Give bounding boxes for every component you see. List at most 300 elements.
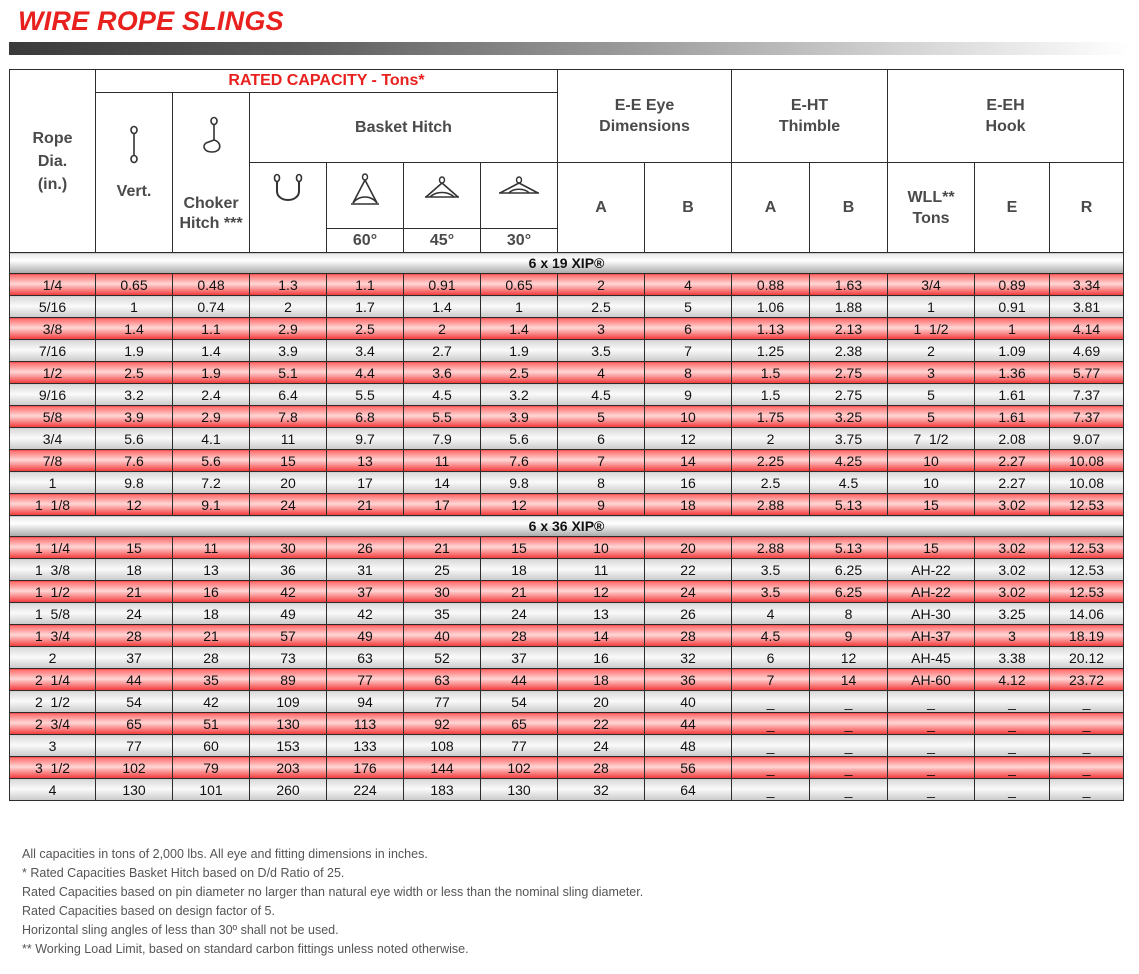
eht-thimble-header: E-HT Thimble: [732, 70, 888, 163]
table-cell: 2.5: [327, 318, 404, 340]
table-cell: 5.5: [327, 384, 404, 406]
table-cell: _: [732, 779, 810, 801]
table-row: [10, 581, 1124, 603]
table-cell: 2.38: [810, 340, 888, 362]
table-cell: 113: [327, 713, 404, 735]
table-cell: _: [975, 735, 1050, 757]
table-cell: 28: [645, 625, 732, 647]
table-cell: 77: [96, 735, 173, 757]
table-cell: 260: [250, 779, 327, 801]
table-cell: 1 5/8: [10, 603, 96, 625]
table-cell: 42: [250, 581, 327, 603]
table-cell: 9.8: [481, 472, 558, 494]
table-cell: 49: [250, 603, 327, 625]
table-cell: 2.5: [558, 296, 645, 318]
table-cell: 1.1: [327, 274, 404, 296]
table-cell: 18.19: [1050, 625, 1124, 647]
table-row: [10, 494, 1124, 516]
basket-45-icon-cell: [404, 163, 481, 229]
table-cell: _: [975, 691, 1050, 713]
table-cell: 9.1: [173, 494, 250, 516]
table-cell: 37: [96, 647, 173, 669]
table-cell: 10.08: [1050, 472, 1124, 494]
table-row: [10, 779, 1124, 801]
table-cell: _: [732, 757, 810, 779]
table-cell: 3/4: [888, 274, 975, 296]
note-line: * Rated Capacities Basket Hitch based on D/d Ratio of 25.: [22, 866, 345, 880]
table-cell: 17: [404, 494, 481, 516]
table-cell: 17: [327, 472, 404, 494]
table-cell: 1.4: [96, 318, 173, 340]
table-cell: 92: [404, 713, 481, 735]
table-cell: 11: [558, 559, 645, 581]
table-cell: 9.8: [96, 472, 173, 494]
table-cell: AH-60: [888, 669, 975, 691]
table-cell: 54: [481, 691, 558, 713]
table-cell: 37: [327, 581, 404, 603]
table-cell: 4.25: [810, 450, 888, 472]
table-cell: _: [810, 691, 888, 713]
table-cell: 77: [327, 669, 404, 691]
table-cell: 12.53: [1050, 581, 1124, 603]
choker-hitch-icon: [196, 116, 226, 156]
table-cell: 4.4: [327, 362, 404, 384]
table-cell: 14: [645, 450, 732, 472]
table-cell: 1.63: [810, 274, 888, 296]
table-cell: 10: [645, 406, 732, 428]
table-cell: 6: [558, 428, 645, 450]
table-row: [10, 713, 1124, 735]
table-cell: 6: [732, 647, 810, 669]
basket-30-icon-cell: [481, 163, 558, 229]
table-cell: 3.2: [96, 384, 173, 406]
table-cell: 36: [645, 669, 732, 691]
table-cell: 26: [327, 537, 404, 559]
table-cell: 12: [810, 647, 888, 669]
table-row: [10, 559, 1124, 581]
table-cell: 1.4: [481, 318, 558, 340]
table-cell: 28: [481, 625, 558, 647]
table-cell: 11: [173, 537, 250, 559]
table-cell: 2.08: [975, 428, 1050, 450]
table-row: [10, 537, 1124, 559]
table-cell: 1.7: [327, 296, 404, 318]
table-cell: 2 3/4: [10, 713, 96, 735]
eeh-r-header: R: [1050, 163, 1124, 253]
table-cell: _: [975, 779, 1050, 801]
section-header: 6 x 36 XIP®: [10, 516, 1124, 537]
table-cell: 7.8: [250, 406, 327, 428]
table-cell: 1.61: [975, 406, 1050, 428]
table-cell: 89: [250, 669, 327, 691]
table-cell: _: [1050, 779, 1124, 801]
table-cell: _: [888, 779, 975, 801]
table-cell: 5.6: [96, 428, 173, 450]
table-cell: 18: [96, 559, 173, 581]
table-cell: 51: [173, 713, 250, 735]
table-cell: 2.5: [481, 362, 558, 384]
table-cell: _: [1050, 691, 1124, 713]
table-cell: 28: [96, 625, 173, 647]
table-cell: 25: [404, 559, 481, 581]
table-cell: 3.38: [975, 647, 1050, 669]
table-cell: 4.5: [732, 625, 810, 647]
table-row: [10, 647, 1124, 669]
table-cell: 5.77: [1050, 362, 1124, 384]
rope-dia-header: Rope Dia. (in.): [10, 70, 96, 253]
table-cell: 44: [481, 669, 558, 691]
table-cell: 176: [327, 757, 404, 779]
table-cell: 7/8: [10, 450, 96, 472]
table-cell: 1.1: [173, 318, 250, 340]
table-cell: 32: [558, 779, 645, 801]
table-cell: 144: [404, 757, 481, 779]
table-cell: 20: [645, 537, 732, 559]
table-cell: 7 1/2: [888, 428, 975, 450]
ee-b-header: B: [645, 163, 732, 253]
table-cell: 4: [558, 362, 645, 384]
table-cell: 7: [732, 669, 810, 691]
table-cell: 9: [558, 494, 645, 516]
table-cell: 3.75: [810, 428, 888, 450]
table-cell: 2.88: [732, 494, 810, 516]
table-cell: 7/16: [10, 340, 96, 362]
table-cell: 3.02: [975, 581, 1050, 603]
ee-eye-dimensions-header: E-E Eye Dimensions: [558, 70, 732, 163]
table-cell: 8: [645, 362, 732, 384]
table-cell: 2: [888, 340, 975, 362]
table-cell: 2.13: [810, 318, 888, 340]
table-cell: 10: [888, 472, 975, 494]
table-cell: 63: [327, 647, 404, 669]
table-cell: 0.65: [96, 274, 173, 296]
table-cell: 42: [173, 691, 250, 713]
table-cell: 56: [645, 757, 732, 779]
table-cell: 30: [404, 581, 481, 603]
table-cell: 65: [481, 713, 558, 735]
table-row: [10, 625, 1124, 647]
table-cell: 13: [173, 559, 250, 581]
table-row: [10, 406, 1124, 428]
choker-hitch-header: Choker Hitch ***: [173, 93, 250, 253]
table-cell: 15: [250, 450, 327, 472]
table-cell: 2.9: [250, 318, 327, 340]
table-cell: 7.2: [173, 472, 250, 494]
table-cell: 5.1: [250, 362, 327, 384]
table-cell: 73: [250, 647, 327, 669]
table-cell: 0.48: [173, 274, 250, 296]
table-cell: 22: [558, 713, 645, 735]
table-row: [10, 450, 1124, 472]
table-cell: 3.2: [481, 384, 558, 406]
table-cell: 2: [558, 274, 645, 296]
table-cell: 1.61: [975, 384, 1050, 406]
table-cell: 102: [481, 757, 558, 779]
table-cell: _: [732, 713, 810, 735]
table-cell: 109: [250, 691, 327, 713]
table-cell: 18: [173, 603, 250, 625]
table-cell: 44: [645, 713, 732, 735]
table-cell: 3/8: [10, 318, 96, 340]
table-cell: 3: [888, 362, 975, 384]
table-row: [10, 340, 1124, 362]
table-cell: 14: [558, 625, 645, 647]
table-cell: 94: [327, 691, 404, 713]
table-cell: 16: [558, 647, 645, 669]
table-cell: 1: [10, 472, 96, 494]
table-cell: 13: [558, 603, 645, 625]
table-cell: 203: [250, 757, 327, 779]
table-cell: _: [888, 713, 975, 735]
wll-tons-header: WLL** Tons: [888, 163, 975, 253]
table-cell: 6.4: [250, 384, 327, 406]
table-cell: AH-45: [888, 647, 975, 669]
table-cell: 5: [645, 296, 732, 318]
page-title: WIRE ROPE SLINGS: [18, 6, 284, 36]
table-cell: 2.5: [96, 362, 173, 384]
table-cell: _: [810, 713, 888, 735]
table-cell: 4.12: [975, 669, 1050, 691]
table-cell: 2.7: [404, 340, 481, 362]
table-cell: 10.08: [1050, 450, 1124, 472]
table-cell: 24: [481, 603, 558, 625]
table-cell: 12: [481, 494, 558, 516]
table-cell: 5.6: [173, 450, 250, 472]
table-cell: 1: [975, 318, 1050, 340]
table-cell: 1.5: [732, 362, 810, 384]
table-cell: 133: [327, 735, 404, 757]
table-cell: _: [888, 691, 975, 713]
table-cell: 44: [96, 669, 173, 691]
table-cell: 18: [558, 669, 645, 691]
table-cell: 1.9: [173, 362, 250, 384]
angle-45-header: 45°: [404, 229, 481, 253]
basket-hitch-header: Basket Hitch: [250, 93, 558, 163]
table-cell: 8: [810, 603, 888, 625]
table-cell: 15: [481, 537, 558, 559]
table-cell: 21: [481, 581, 558, 603]
basket-30-icon: [497, 173, 541, 207]
table-cell: 24: [645, 581, 732, 603]
table-cell: 9.7: [327, 428, 404, 450]
table-row: [10, 735, 1124, 757]
table-cell: 14: [810, 669, 888, 691]
table-cell: 21: [173, 625, 250, 647]
table-cell: 11: [250, 428, 327, 450]
table-cell: 3.02: [975, 494, 1050, 516]
basket-60-icon: [345, 173, 385, 207]
table-cell: 5: [888, 384, 975, 406]
section-header: 6 x 19 XIP®: [10, 253, 1124, 274]
table-cell: 3.81: [1050, 296, 1124, 318]
table-cell: _: [888, 735, 975, 757]
table-cell: 3.9: [250, 340, 327, 362]
table-cell: 18: [481, 559, 558, 581]
table-cell: 28: [558, 757, 645, 779]
table-cell: 5.13: [810, 494, 888, 516]
table-cell: _: [1050, 735, 1124, 757]
table-cell: 26: [645, 603, 732, 625]
table-cell: 12.53: [1050, 494, 1124, 516]
table-cell: _: [1050, 713, 1124, 735]
table-cell: 1.9: [481, 340, 558, 362]
eeh-hook-header: E-EH Hook: [888, 70, 1124, 163]
table-cell: 7.6: [96, 450, 173, 472]
table-cell: 2.5: [732, 472, 810, 494]
table-cell: 15: [888, 494, 975, 516]
table-cell: 1.25: [732, 340, 810, 362]
note-line: Rated Capacities based on design factor of 5.: [22, 904, 275, 918]
table-cell: 1 3/4: [10, 625, 96, 647]
sling-capacity-table: [9, 69, 1124, 801]
table-cell: 21: [96, 581, 173, 603]
table-cell: 15: [888, 537, 975, 559]
table-cell: 3.34: [1050, 274, 1124, 296]
note-line: Rated Capacities based on pin diameter no larger than natural eye width or less than the nominal sling diameter.: [22, 885, 644, 899]
table-cell: 3.25: [975, 603, 1050, 625]
table-cell: 5: [888, 406, 975, 428]
table-cell: 79: [173, 757, 250, 779]
table-cell: 1/2: [10, 362, 96, 384]
table-cell: 3.4: [327, 340, 404, 362]
table-cell: 2.88: [732, 537, 810, 559]
table-cell: 22: [645, 559, 732, 581]
table-cell: 65: [96, 713, 173, 735]
table-cell: 37: [481, 647, 558, 669]
table-cell: _: [732, 691, 810, 713]
table-cell: 9.07: [1050, 428, 1124, 450]
table-cell: 3.5: [732, 559, 810, 581]
table-cell: 13: [327, 450, 404, 472]
table-cell: 0.91: [404, 274, 481, 296]
table-row: [10, 603, 1124, 625]
table-cell: 28: [173, 647, 250, 669]
table-row: [10, 428, 1124, 450]
table-cell: 4.1: [173, 428, 250, 450]
table-cell: 48: [645, 735, 732, 757]
table-cell: 5.6: [481, 428, 558, 450]
table-cell: 0.88: [732, 274, 810, 296]
table-cell: 5/8: [10, 406, 96, 428]
table-cell: 20: [250, 472, 327, 494]
table-cell: 0.74: [173, 296, 250, 318]
table-cell: 40: [404, 625, 481, 647]
table-cell: 3: [558, 318, 645, 340]
table-cell: 10: [558, 537, 645, 559]
table-cell: 9/16: [10, 384, 96, 406]
table-cell: 24: [558, 735, 645, 757]
table-cell: 23.72: [1050, 669, 1124, 691]
table-cell: 77: [481, 735, 558, 757]
table-cell: 3.25: [810, 406, 888, 428]
table-cell: 7.37: [1050, 406, 1124, 428]
table-cell: 3.5: [732, 581, 810, 603]
table-cell: 16: [173, 581, 250, 603]
table-cell: 6.25: [810, 581, 888, 603]
table-cell: 3.5: [558, 340, 645, 362]
table-cell: 35: [173, 669, 250, 691]
table-row: [10, 472, 1124, 494]
table-cell: _: [732, 735, 810, 757]
table-cell: 5.13: [810, 537, 888, 559]
table-row: [10, 384, 1124, 406]
table-cell: 1.4: [404, 296, 481, 318]
table-cell: 9: [645, 384, 732, 406]
table-cell: AH-22: [888, 581, 975, 603]
table-cell: 14: [404, 472, 481, 494]
table-cell: 18: [645, 494, 732, 516]
table-cell: 7.37: [1050, 384, 1124, 406]
table-row: [10, 757, 1124, 779]
table-cell: 3.02: [975, 559, 1050, 581]
table-cell: 5: [558, 406, 645, 428]
table-row: [10, 296, 1124, 318]
table-cell: 54: [96, 691, 173, 713]
table-cell: 11: [404, 450, 481, 472]
table-cell: 5.5: [404, 406, 481, 428]
table-cell: 0.65: [481, 274, 558, 296]
table-cell: 4: [732, 603, 810, 625]
table-cell: _: [975, 757, 1050, 779]
angle-60-header: 60°: [327, 229, 404, 253]
table-cell: 15: [96, 537, 173, 559]
vertical-hitch-icon: [123, 125, 145, 165]
table-cell: 2.9: [173, 406, 250, 428]
table-cell: 7: [558, 450, 645, 472]
table-cell: 64: [645, 779, 732, 801]
table-cell: 4: [645, 274, 732, 296]
table-cell: 12.53: [1050, 559, 1124, 581]
table-cell: 4.5: [810, 472, 888, 494]
table-cell: 36: [250, 559, 327, 581]
table-cell: 4.5: [558, 384, 645, 406]
table-row: [10, 274, 1124, 296]
table-cell: 2: [732, 428, 810, 450]
table-cell: 1 1/2: [888, 318, 975, 340]
table-cell: 12: [645, 428, 732, 450]
table-cell: 224: [327, 779, 404, 801]
table-cell: 21: [404, 537, 481, 559]
table-cell: _: [975, 713, 1050, 735]
table-cell: 1: [96, 296, 173, 318]
table-cell: 2: [10, 647, 96, 669]
table-cell: 1.4: [173, 340, 250, 362]
basket-vertical-header: [250, 163, 327, 253]
table-cell: 4: [10, 779, 96, 801]
table-cell: 0.91: [975, 296, 1050, 318]
table-cell: 1: [481, 296, 558, 318]
table-cell: 6.8: [327, 406, 404, 428]
table-cell: 14.06: [1050, 603, 1124, 625]
table-row: [10, 318, 1124, 340]
basket-45-icon: [422, 173, 462, 207]
table-cell: 7.6: [481, 450, 558, 472]
table-cell: 40: [645, 691, 732, 713]
table-cell: 2 1/2: [10, 691, 96, 713]
eht-b-header: B: [810, 163, 888, 253]
table-cell: 2.27: [975, 450, 1050, 472]
table-cell: 30: [250, 537, 327, 559]
note-line: ** Working Load Limit, based on standard carbon fittings unless noted otherwise.: [22, 942, 469, 956]
table-cell: 2.75: [810, 384, 888, 406]
table-cell: 2.25: [732, 450, 810, 472]
table-cell: 6.25: [810, 559, 888, 581]
table-cell: 10: [888, 450, 975, 472]
table-cell: 12.53: [1050, 537, 1124, 559]
table-cell: 1 1/4: [10, 537, 96, 559]
table-cell: 31: [327, 559, 404, 581]
table-cell: 130: [481, 779, 558, 801]
